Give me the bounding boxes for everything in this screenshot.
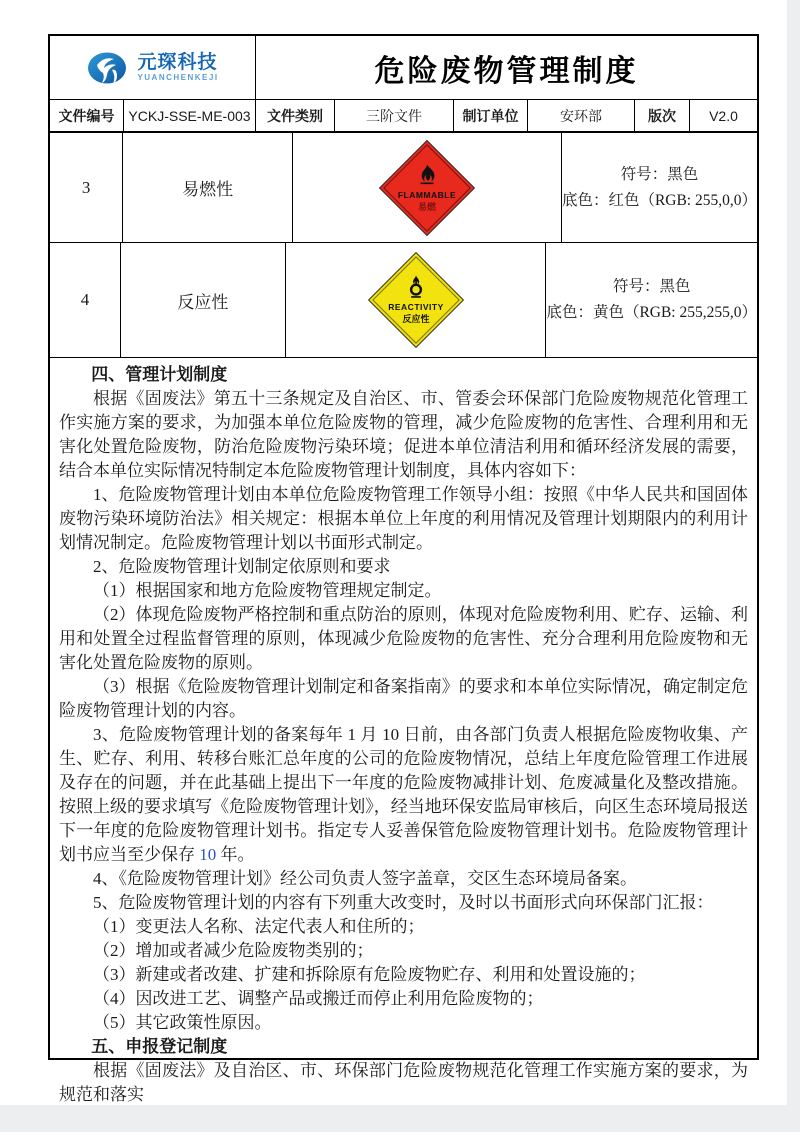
doc-number-label: 文件编号 bbox=[50, 100, 124, 131]
background-color-line: 底色：黄色（RGB: 255,255,0） bbox=[546, 304, 757, 321]
hazard-name: 反应性 bbox=[121, 243, 286, 357]
paragraph-item-4: 4、《危险废物管理计划》经公司负责人签字盖章，交区生态环境局备案。 bbox=[93, 869, 637, 888]
title-cell bbox=[256, 36, 757, 99]
hazard-sign-cell bbox=[286, 243, 547, 357]
reactivity-label-en: REACTIVITY bbox=[387, 302, 444, 312]
flammable-diamond bbox=[379, 139, 475, 235]
paragraph-sub-2: （2）体现危险废物严格控制和重点防治的原则，体现对危险废物利用、贮存、运输、利用和处置全过程监督管理的原则，体现减少危险废物的危害性、充分合理利用危险废物和无害化处置危险废物的原则。 bbox=[59, 605, 748, 672]
table-row-reactivity bbox=[50, 243, 757, 358]
version-value: V2.0 bbox=[709, 107, 738, 124]
dept-label: 制订单位 bbox=[454, 100, 528, 131]
paragraph-change-1: （1）变更法人名称、法定代表人和住所的； bbox=[93, 917, 425, 936]
paragraph-change-4: （4）因改进工艺、调整产品或搬迁而停止利用危险废物的； bbox=[93, 989, 544, 1008]
paragraph-change-3: （3）新建或者改建、扩建和拆除原有危险废物贮存、利用和处置设施的； bbox=[93, 965, 646, 984]
brand-name-en: YUANCHENKEJI bbox=[137, 73, 219, 82]
row-number: 4 bbox=[50, 243, 121, 357]
paragraph-item-3 bbox=[59, 723, 748, 867]
retention-years-value: 10 bbox=[199, 845, 217, 864]
company-logo-icon bbox=[86, 50, 130, 86]
dept-value: 安环部 bbox=[528, 100, 635, 131]
page-title: 危险废物管理制度 bbox=[374, 54, 639, 88]
flammable-label-cn: 易燃 bbox=[418, 201, 437, 212]
row-number: 3 bbox=[50, 133, 123, 242]
table-row-flammable bbox=[50, 133, 757, 243]
paragraph-change-5: （5）其它政策性原因。 bbox=[93, 1013, 272, 1032]
doc-number-value: YCKJ-SSE-ME-003 bbox=[124, 100, 256, 131]
document-info-row bbox=[50, 100, 757, 133]
doc-type-label: 文件类别 bbox=[256, 100, 335, 131]
paragraph-sub-3: （3）根据《危险废物管理计划制定和备案指南》的要求和本单位实际情况，确定制定危险废物管理计划的内容。 bbox=[59, 677, 748, 720]
paragraph-intro: 根据《固废法》第五十三条规定及自治区、市、管委会环保部门危险废物规范化管理工作实施方案的要求，为加强本单位危险废物的管理，减少危险废物的危害性、合理利用和无害化处置危险废物，防治危险废物污染环境；促进本单位清洁利用和循环经济发展的需要，结合本单位实际情况特制定本危险废物管理计划制度，具体内容如下： bbox=[59, 389, 748, 480]
section-5-heading: 五、申报登记制度 bbox=[91, 1037, 228, 1056]
hazard-sign-cell bbox=[293, 133, 562, 242]
hazard-description bbox=[546, 243, 757, 357]
company-logo bbox=[50, 36, 256, 99]
paragraph-change-2: （2）增加或者减少危险废物类别的； bbox=[93, 941, 374, 960]
document-body bbox=[50, 358, 757, 1104]
symbol-color-line: 符号：黑色 bbox=[620, 165, 699, 183]
reactivity-label-cn: 反应性 bbox=[402, 314, 430, 324]
paragraph-item-1: 1、危险废物管理计划由本单位危险废物管理工作领导小组：按照《中华人民共和国固体废物污染环境防治法》相关规定：根据本单位上年度的利用情况及管理计划期限内的利用计划情况制定。危险废物管理计划以书面形式制定。 bbox=[59, 485, 748, 552]
flammable-label-en: FLAMMABLE bbox=[397, 189, 457, 200]
section-4-heading: 四、管理计划制度 bbox=[91, 365, 228, 384]
brand-name-cn: 元琛科技 bbox=[137, 52, 218, 73]
background-color-line: 底色：红色（RGB: 255,0,0） bbox=[561, 191, 757, 209]
paragraph-item-5: 5、危险废物管理计划的内容有下列重大改变时，及时以书面形式向环保部门汇报： bbox=[93, 893, 714, 912]
hazard-name: 易燃性 bbox=[123, 133, 293, 242]
paragraph-item-2: 2、危险废物管理计划制定依原则和要求 bbox=[93, 557, 391, 576]
doc-type-value: 三阶文件 bbox=[335, 100, 454, 131]
flame-icon bbox=[414, 163, 440, 189]
version-label: 版次 bbox=[635, 100, 690, 131]
hazard-description bbox=[562, 133, 757, 242]
symbol-color-line: 符号：黑色 bbox=[612, 278, 691, 295]
document-frame bbox=[48, 34, 759, 1104]
paragraph-sub-1: （1）根据国家和地方危险废物管理规定制定。 bbox=[93, 581, 442, 600]
paragraph-section5-intro: 根据《固废法》及自治区、市、环保部门危险废物规范化管理工作实施方案的要求，为规范和落实 bbox=[59, 1061, 748, 1104]
reactivity-sign bbox=[366, 250, 466, 350]
item-3-text-b: 年。 bbox=[216, 845, 255, 864]
flammable-sign bbox=[377, 138, 477, 238]
reactivity-diamond bbox=[368, 252, 464, 348]
brand-text bbox=[137, 53, 218, 82]
document-header bbox=[50, 36, 757, 100]
oxidizer-flame-circle-icon bbox=[403, 275, 429, 301]
item-3-text-a: 3、危险废物管理计划的备案每年 1 月 10 日前，由各部门负责人根据危险废物收集、产生、贮存、利用、转移台账汇总年度的公司的危险废物情况，总结上年度危险管理工作进展及存在的问题，并在此基础上提出下一年度的危险废物减排计划、危废减量化及整改措施。按照上级的要求填写《危险废物管理计划》，经当地环保安监局审核后，向区生态环境局报送下一年度的危险废物管理计划书。指定专人妥善保管危险废物管理计划书。危险废物管理计划书应当至少保存 bbox=[59, 725, 748, 864]
